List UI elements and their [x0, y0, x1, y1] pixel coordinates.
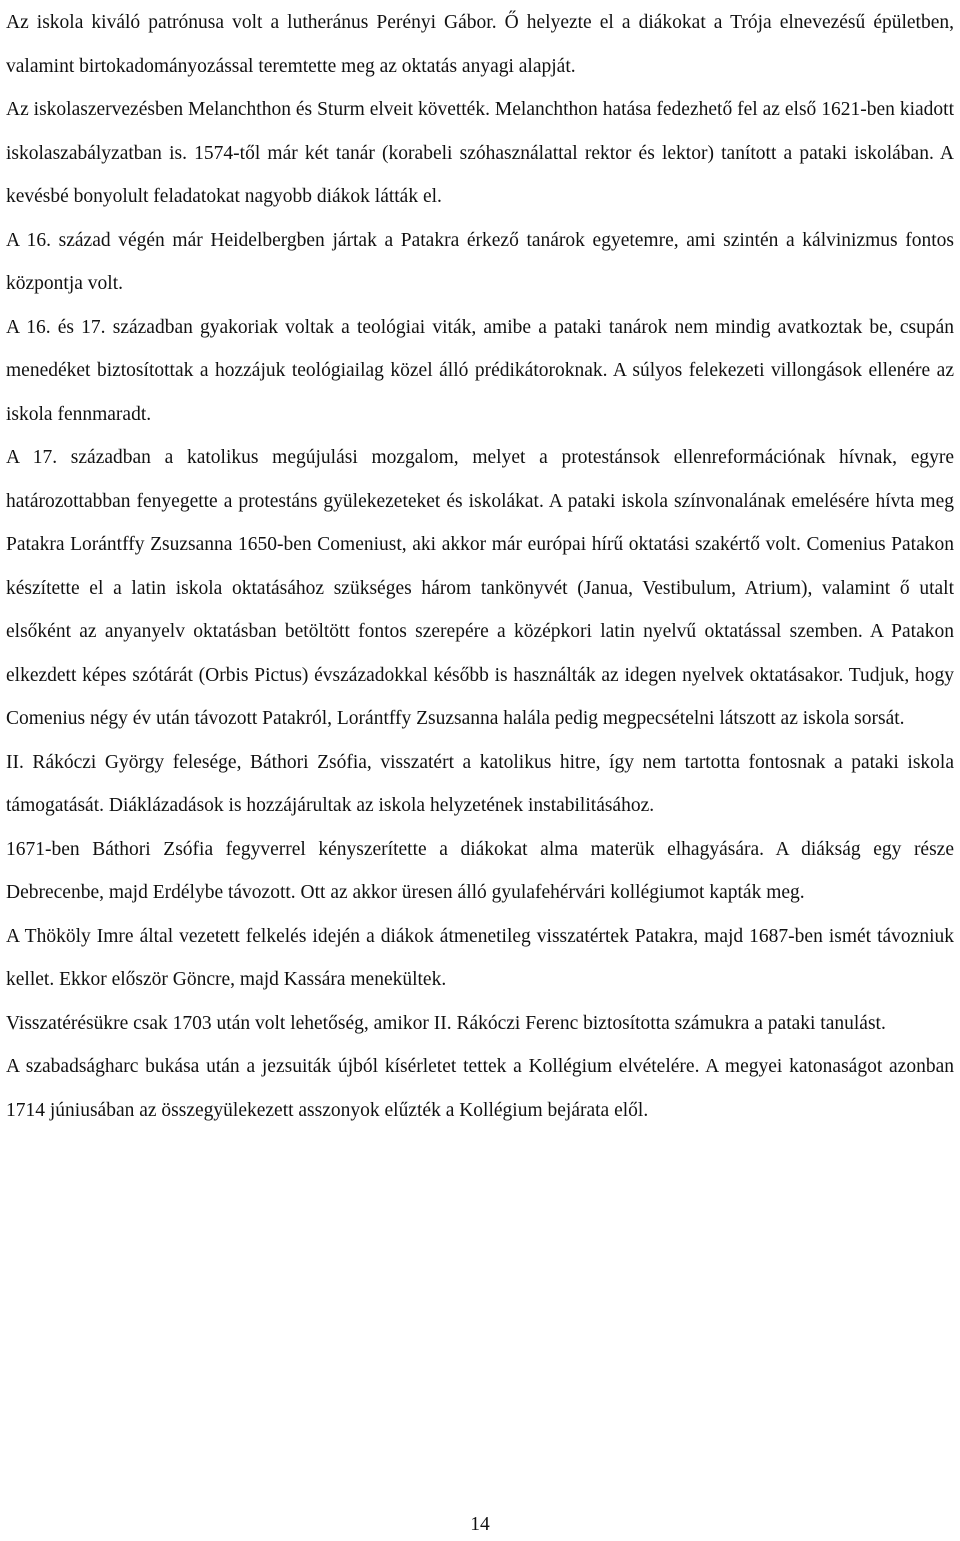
document-body: [6, 1, 954, 1132]
paragraph-school-organization: Az iskolaszervezésben Melanchthon és Sturm elveit követték. Melanchthon hatása fedezhető fel az első 1621-ben kiadott iskolaszabályzatban is. 1574-től már két tanár (korabeli szóhasználattal rektor és lektor) tanított a pataki iskolában. A kevésbé bonyolult feladatokat nagyobb diákok látták el.: [6, 99, 954, 207]
paragraph-heidelberg: A 16. század végén már Heidelbergben jártak a Patakra érkező tanárok egyetemre, ami szintén a kálvinizmus fontos központja volt.: [6, 229, 954, 294]
paragraph-comenius: A 17. században a katolikus megújulási mozgalom, melyet a protestánsok ellenreformációnak hívnak, egyre határozottabban fenyegette a protestáns gyülekezeteket és iskolákat. A pataki iskola színvonalának emelésére hívta meg Patakra Lorántffy Zsuzsanna 1650-ben Comeniust, aki akkor már európai hírű oktatási szakértő volt. Comenius Patakon készítette el a latin iskola oktatásához szükséges három tankönyvét (Janua, Vestibulum, Atrium), valamint ő utalt elsőként az anyanyelv oktatásban betöltött fontos szerepére a középkori latin nyelvű oktatással szemben. A Patakon elkezdett képes szótárát (Orbis Pictus) évszázadokkal később is használták az idegen nyelvek oktatásakor. Tudjuk, hogy Comenius négy év után távozott Patakról, Lorántffy Zsuzsanna halála pedig megpecsételni látszott az iskola sorsát.: [6, 447, 954, 729]
page-number: 14: [470, 1514, 490, 1535]
paragraph-1671-exile: 1671-ben Báthori Zsófia fegyverrel kényszerítette a diákokat alma materük elhagyására. A diákság egy része Debrecenbe, majd Erdélybe távozott. Ott az akkor üresen álló gyulafehérvári kollégiumot kapták meg.: [6, 838, 954, 903]
paragraph-theological-debates: A 16. és 17. században gyakoriak voltak a teológiai viták, amibe a pataki tanárok nem mindig avatkoztak be, csupán menedéket biztosítottak a hozzájuk teológiailag közel álló prédikátoroknak. A súlyos felekezeti villongások ellenére az iskola fennmaradt.: [6, 316, 954, 425]
paragraph-jesuits: A szabadságharc bukása után a jezsuiták újból kísérletet tettek a Kollégium elvételére. A megyei katonaságot azonban 1714 júniusában az összegyülekezett asszonyok elűzték a Kollégium bejárata elől.: [6, 1056, 954, 1121]
paragraph-bathori-zsofia: II. Rákóczi György felesége, Báthori Zsófia, visszatért a katolikus hitre, így nem tartotta fontosnak a pataki iskola támogatását. Diáklázadások is hozzájárultak az iskola helyzetének instabilitásához.: [6, 751, 954, 816]
paragraph-thokoly: A Thököly Imre által vezetett felkelés idején a diákok átmenetileg visszatértek Patakra, majd 1687-ben ismét távozniuk kellet. Ekkor először Göncre, majd Kassára menekültek.: [6, 925, 954, 990]
paragraph-patron: Az iskola kiváló patrónusa volt a lutheránus Perényi Gábor. Ő helyezte el a diákokat a Trója elnevezésű épületben, valamint birtokadományozással teremtette meg az oktatás anyagi alapját.: [6, 12, 954, 77]
paragraph-return-1703: Visszatérésükre csak 1703 után volt lehetőség, amikor II. Rákóczi Ferenc biztosította számukra a pataki tanulást.: [6, 1012, 886, 1034]
